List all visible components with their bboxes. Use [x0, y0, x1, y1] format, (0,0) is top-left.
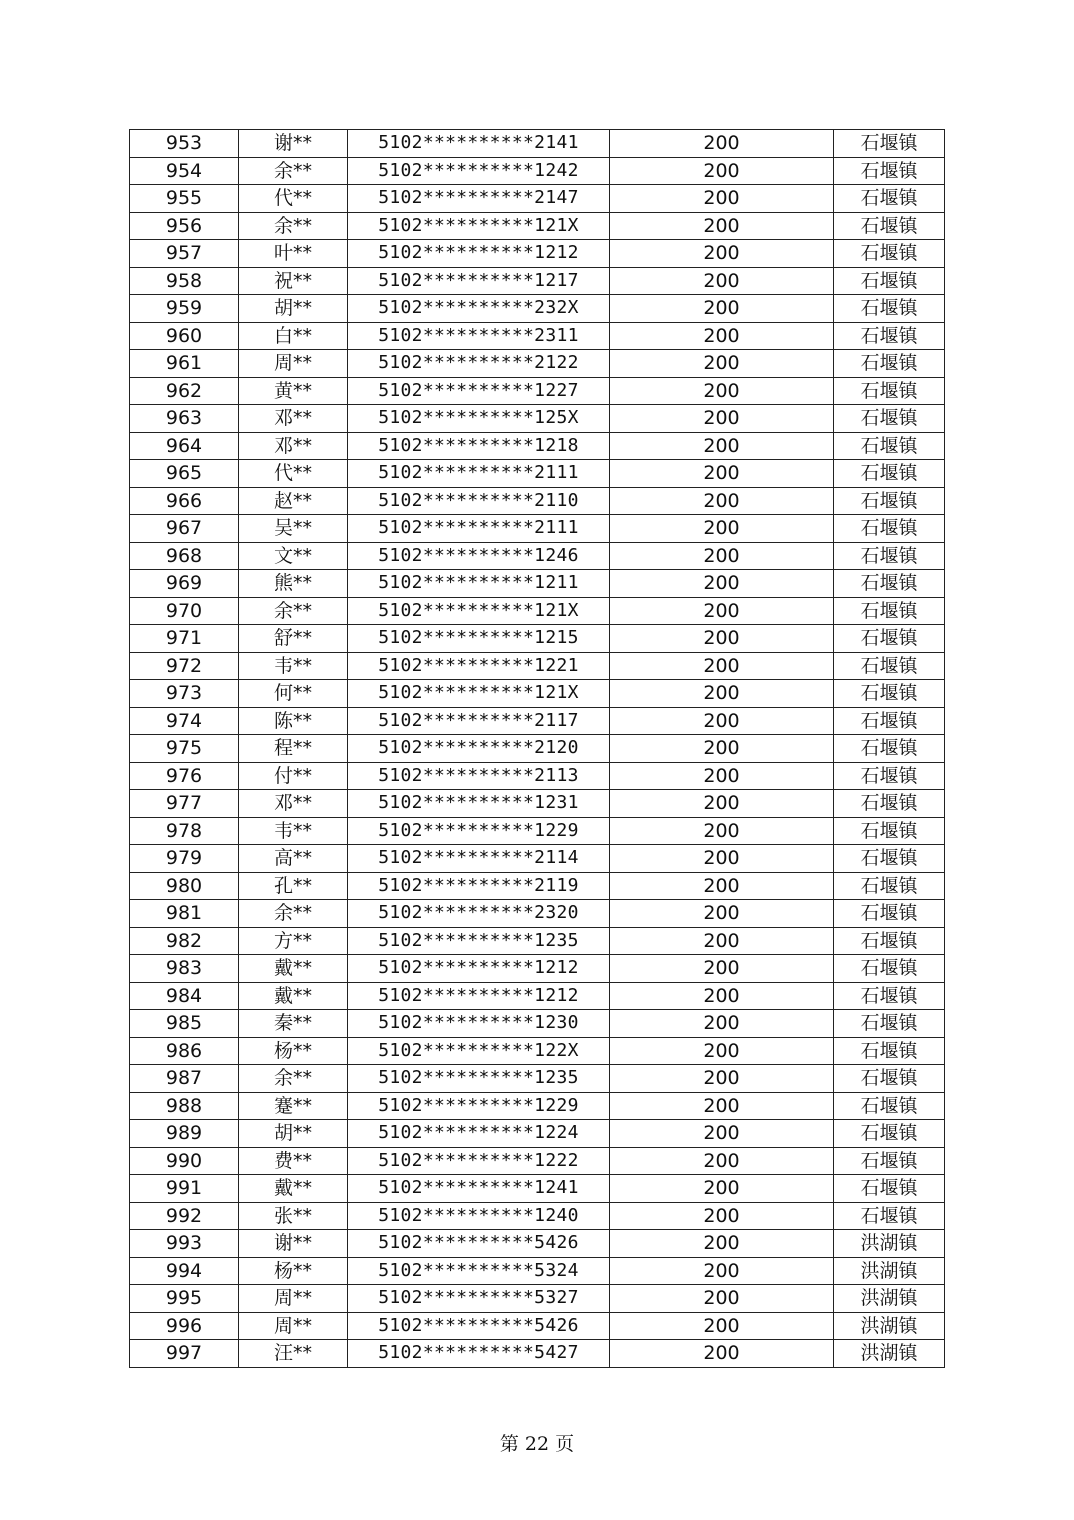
name-cell: 戴**	[239, 982, 348, 1010]
table-row	[130, 377, 945, 405]
serial-number-cell: 957	[130, 240, 239, 268]
amount-cell: 200	[610, 1175, 834, 1203]
id-number-cell: 5102**********2113	[348, 762, 610, 790]
amount-cell: 200	[610, 377, 834, 405]
serial-number-cell: 966	[130, 487, 239, 515]
serial-number-cell: 978	[130, 817, 239, 845]
table-row	[130, 1285, 945, 1313]
town-cell: 石堰镇	[834, 1120, 945, 1148]
serial-number-cell: 984	[130, 982, 239, 1010]
amount-cell: 200	[610, 295, 834, 323]
id-number-cell: 5102**********1212	[348, 955, 610, 983]
id-number-cell: 5102**********1215	[348, 625, 610, 653]
id-number-cell: 5102**********1222	[348, 1147, 610, 1175]
amount-cell: 200	[610, 625, 834, 653]
town-cell: 石堰镇	[834, 405, 945, 433]
name-cell: 舒**	[239, 625, 348, 653]
table-row	[130, 1120, 945, 1148]
amount-cell: 200	[610, 1312, 834, 1340]
id-number-cell: 5102**********1231	[348, 790, 610, 818]
table-row	[130, 1092, 945, 1120]
town-cell: 石堰镇	[834, 735, 945, 763]
amount-cell: 200	[610, 1147, 834, 1175]
serial-number-cell: 983	[130, 955, 239, 983]
amount-cell: 200	[610, 1010, 834, 1038]
amount-cell: 200	[610, 900, 834, 928]
table-row	[130, 487, 945, 515]
amount-cell: 200	[610, 845, 834, 873]
amount-cell: 200	[610, 597, 834, 625]
amount-cell: 200	[610, 1120, 834, 1148]
id-number-cell: 5102**********5426	[348, 1312, 610, 1340]
table-row	[130, 817, 945, 845]
id-number-cell: 5102**********1212	[348, 240, 610, 268]
table-row	[130, 350, 945, 378]
table-row	[130, 1065, 945, 1093]
town-cell: 石堰镇	[834, 1147, 945, 1175]
table-row	[130, 295, 945, 323]
town-cell: 石堰镇	[834, 130, 945, 158]
serial-number-cell: 987	[130, 1065, 239, 1093]
amount-cell: 200	[610, 1257, 834, 1285]
town-cell: 石堰镇	[834, 625, 945, 653]
id-number-cell: 5102**********1229	[348, 1092, 610, 1120]
town-cell: 石堰镇	[834, 377, 945, 405]
table-row	[130, 542, 945, 570]
table-row	[130, 515, 945, 543]
table-row	[130, 597, 945, 625]
id-number-cell: 5102**********1224	[348, 1120, 610, 1148]
amount-cell: 200	[610, 652, 834, 680]
amount-cell: 200	[610, 790, 834, 818]
town-cell: 石堰镇	[834, 652, 945, 680]
table-row	[130, 1312, 945, 1340]
name-cell: 付**	[239, 762, 348, 790]
serial-number-cell: 995	[130, 1285, 239, 1313]
name-cell: 韦**	[239, 652, 348, 680]
name-cell: 熊**	[239, 570, 348, 598]
name-cell: 余**	[239, 900, 348, 928]
table-row	[130, 707, 945, 735]
amount-cell: 200	[610, 515, 834, 543]
id-number-cell: 5102**********5324	[348, 1257, 610, 1285]
serial-number-cell: 962	[130, 377, 239, 405]
table-row	[130, 625, 945, 653]
serial-number-cell: 972	[130, 652, 239, 680]
town-cell: 石堰镇	[834, 1010, 945, 1038]
name-cell: 汪**	[239, 1340, 348, 1368]
town-cell: 石堰镇	[834, 570, 945, 598]
amount-cell: 200	[610, 350, 834, 378]
table-row	[130, 570, 945, 598]
serial-number-cell: 974	[130, 707, 239, 735]
table-row	[130, 1257, 945, 1285]
town-cell: 石堰镇	[834, 597, 945, 625]
table-row	[130, 460, 945, 488]
town-cell: 石堰镇	[834, 817, 945, 845]
serial-number-cell: 991	[130, 1175, 239, 1203]
serial-number-cell: 955	[130, 185, 239, 213]
name-cell: 祝**	[239, 267, 348, 295]
id-number-cell: 5102**********1218	[348, 432, 610, 460]
town-cell: 洪湖镇	[834, 1312, 945, 1340]
name-cell: 邓**	[239, 405, 348, 433]
serial-number-cell: 971	[130, 625, 239, 653]
amount-cell: 200	[610, 1340, 834, 1368]
amount-cell: 200	[610, 570, 834, 598]
table-row	[130, 185, 945, 213]
id-number-cell: 5102**********1227	[348, 377, 610, 405]
name-cell: 周**	[239, 1285, 348, 1313]
amount-cell: 200	[610, 1065, 834, 1093]
name-cell: 杨**	[239, 1037, 348, 1065]
table-row	[130, 1340, 945, 1368]
name-cell: 周**	[239, 1312, 348, 1340]
amount-cell: 200	[610, 927, 834, 955]
town-cell: 石堰镇	[834, 185, 945, 213]
name-cell: 谢**	[239, 130, 348, 158]
amount-cell: 200	[610, 542, 834, 570]
name-cell: 秦**	[239, 1010, 348, 1038]
roster-body	[130, 130, 945, 1368]
table-row	[130, 1010, 945, 1038]
id-number-cell: 5102**********1246	[348, 542, 610, 570]
serial-number-cell: 969	[130, 570, 239, 598]
town-cell: 石堰镇	[834, 487, 945, 515]
id-number-cell: 5102**********1235	[348, 1065, 610, 1093]
serial-number-cell: 967	[130, 515, 239, 543]
name-cell: 余**	[239, 157, 348, 185]
serial-number-cell: 986	[130, 1037, 239, 1065]
amount-cell: 200	[610, 1285, 834, 1313]
id-number-cell: 5102**********2320	[348, 900, 610, 928]
amount-cell: 200	[610, 872, 834, 900]
table-row	[130, 1147, 945, 1175]
amount-cell: 200	[610, 1037, 834, 1065]
id-number-cell: 5102**********2111	[348, 515, 610, 543]
amount-cell: 200	[610, 322, 834, 350]
id-number-cell: 5102**********2311	[348, 322, 610, 350]
name-cell: 黄**	[239, 377, 348, 405]
id-number-cell: 5102**********1240	[348, 1202, 610, 1230]
table-row	[130, 900, 945, 928]
name-cell: 方**	[239, 927, 348, 955]
id-number-cell: 5102**********5327	[348, 1285, 610, 1313]
table-row	[130, 735, 945, 763]
name-cell: 余**	[239, 212, 348, 240]
id-number-cell: 5102**********2141	[348, 130, 610, 158]
serial-number-cell: 981	[130, 900, 239, 928]
town-cell: 石堰镇	[834, 1092, 945, 1120]
table-row	[130, 212, 945, 240]
id-number-cell: 5102**********2114	[348, 845, 610, 873]
table-row	[130, 790, 945, 818]
town-cell: 石堰镇	[834, 295, 945, 323]
name-cell: 文**	[239, 542, 348, 570]
serial-number-cell: 953	[130, 130, 239, 158]
roster-table	[129, 129, 945, 1368]
serial-number-cell: 977	[130, 790, 239, 818]
table-row	[130, 955, 945, 983]
id-number-cell: 5102**********1241	[348, 1175, 610, 1203]
amount-cell: 200	[610, 157, 834, 185]
amount-cell: 200	[610, 735, 834, 763]
table-row	[130, 432, 945, 460]
name-cell: 韦**	[239, 817, 348, 845]
town-cell: 石堰镇	[834, 680, 945, 708]
table-row	[130, 982, 945, 1010]
table-row	[130, 762, 945, 790]
name-cell: 周**	[239, 350, 348, 378]
table-row	[130, 872, 945, 900]
table-row	[130, 1230, 945, 1258]
town-cell: 石堰镇	[834, 900, 945, 928]
id-number-cell: 5102**********2122	[348, 350, 610, 378]
table-row	[130, 845, 945, 873]
id-number-cell: 5102**********2111	[348, 460, 610, 488]
name-cell: 余**	[239, 597, 348, 625]
serial-number-cell: 990	[130, 1147, 239, 1175]
serial-number-cell: 954	[130, 157, 239, 185]
town-cell: 石堰镇	[834, 322, 945, 350]
id-number-cell: 5102**********1221	[348, 652, 610, 680]
id-number-cell: 5102**********121X	[348, 680, 610, 708]
name-cell: 白**	[239, 322, 348, 350]
name-cell: 戴**	[239, 955, 348, 983]
name-cell: 戴**	[239, 1175, 348, 1203]
name-cell: 蹇**	[239, 1092, 348, 1120]
name-cell: 高**	[239, 845, 348, 873]
table-row	[130, 1037, 945, 1065]
serial-number-cell: 964	[130, 432, 239, 460]
page-number: 第 22 页	[499, 1433, 575, 1455]
town-cell: 石堰镇	[834, 955, 945, 983]
amount-cell: 200	[610, 212, 834, 240]
name-cell: 吴**	[239, 515, 348, 543]
serial-number-cell: 996	[130, 1312, 239, 1340]
name-cell: 余**	[239, 1065, 348, 1093]
table-row	[130, 267, 945, 295]
town-cell: 洪湖镇	[834, 1340, 945, 1368]
amount-cell: 200	[610, 267, 834, 295]
name-cell: 邓**	[239, 790, 348, 818]
name-cell: 张**	[239, 1202, 348, 1230]
id-number-cell: 5102**********125X	[348, 405, 610, 433]
town-cell: 石堰镇	[834, 790, 945, 818]
serial-number-cell: 968	[130, 542, 239, 570]
name-cell: 何**	[239, 680, 348, 708]
town-cell: 石堰镇	[834, 240, 945, 268]
id-number-cell: 5102**********232X	[348, 295, 610, 323]
serial-number-cell: 975	[130, 735, 239, 763]
name-cell: 代**	[239, 185, 348, 213]
town-cell: 石堰镇	[834, 982, 945, 1010]
amount-cell: 200	[610, 432, 834, 460]
town-cell: 石堰镇	[834, 212, 945, 240]
town-cell: 石堰镇	[834, 927, 945, 955]
name-cell: 邓**	[239, 432, 348, 460]
table-row	[130, 157, 945, 185]
town-cell: 石堰镇	[834, 1175, 945, 1203]
amount-cell: 200	[610, 1202, 834, 1230]
table-row	[130, 927, 945, 955]
amount-cell: 200	[610, 405, 834, 433]
name-cell: 赵**	[239, 487, 348, 515]
name-cell: 陈**	[239, 707, 348, 735]
table-row	[130, 1175, 945, 1203]
amount-cell: 200	[610, 240, 834, 268]
town-cell: 洪湖镇	[834, 1230, 945, 1258]
id-number-cell: 5102**********121X	[348, 212, 610, 240]
id-number-cell: 5102**********2120	[348, 735, 610, 763]
table-row	[130, 130, 945, 158]
id-number-cell: 5102**********2110	[348, 487, 610, 515]
serial-number-cell: 988	[130, 1092, 239, 1120]
serial-number-cell: 958	[130, 267, 239, 295]
id-number-cell: 5102**********2117	[348, 707, 610, 735]
serial-number-cell: 959	[130, 295, 239, 323]
serial-number-cell: 992	[130, 1202, 239, 1230]
town-cell: 石堰镇	[834, 707, 945, 735]
town-cell: 洪湖镇	[834, 1257, 945, 1285]
id-number-cell: 5102**********2147	[348, 185, 610, 213]
town-cell: 石堰镇	[834, 845, 945, 873]
id-number-cell: 5102**********1217	[348, 267, 610, 295]
serial-number-cell: 963	[130, 405, 239, 433]
town-cell: 石堰镇	[834, 350, 945, 378]
id-number-cell: 5102**********1212	[348, 982, 610, 1010]
town-cell: 石堰镇	[834, 157, 945, 185]
town-cell: 石堰镇	[834, 267, 945, 295]
name-cell: 代**	[239, 460, 348, 488]
name-cell: 孔**	[239, 872, 348, 900]
serial-number-cell: 982	[130, 927, 239, 955]
amount-cell: 200	[610, 1092, 834, 1120]
amount-cell: 200	[610, 955, 834, 983]
id-number-cell: 5102**********5427	[348, 1340, 610, 1368]
id-number-cell: 5102**********5426	[348, 1230, 610, 1258]
serial-number-cell: 973	[130, 680, 239, 708]
town-cell: 石堰镇	[834, 1202, 945, 1230]
amount-cell: 200	[610, 707, 834, 735]
serial-number-cell: 956	[130, 212, 239, 240]
serial-number-cell: 985	[130, 1010, 239, 1038]
amount-cell: 200	[610, 487, 834, 515]
town-cell: 石堰镇	[834, 1065, 945, 1093]
amount-cell: 200	[610, 762, 834, 790]
serial-number-cell: 997	[130, 1340, 239, 1368]
table-row	[130, 240, 945, 268]
serial-number-cell: 960	[130, 322, 239, 350]
serial-number-cell: 965	[130, 460, 239, 488]
amount-cell: 200	[610, 1230, 834, 1258]
serial-number-cell: 994	[130, 1257, 239, 1285]
amount-cell: 200	[610, 185, 834, 213]
town-cell: 石堰镇	[834, 872, 945, 900]
name-cell: 杨**	[239, 1257, 348, 1285]
town-cell: 石堰镇	[834, 542, 945, 570]
name-cell: 叶**	[239, 240, 348, 268]
town-cell: 石堰镇	[834, 515, 945, 543]
amount-cell: 200	[610, 982, 834, 1010]
id-number-cell: 5102**********121X	[348, 597, 610, 625]
name-cell: 胡**	[239, 295, 348, 323]
name-cell: 费**	[239, 1147, 348, 1175]
town-cell: 石堰镇	[834, 432, 945, 460]
id-number-cell: 5102**********122X	[348, 1037, 610, 1065]
id-number-cell: 5102**********1229	[348, 817, 610, 845]
id-number-cell: 5102**********1211	[348, 570, 610, 598]
serial-number-cell: 979	[130, 845, 239, 873]
serial-number-cell: 993	[130, 1230, 239, 1258]
name-cell: 胡**	[239, 1120, 348, 1148]
town-cell: 洪湖镇	[834, 1285, 945, 1313]
town-cell: 石堰镇	[834, 762, 945, 790]
table-row	[130, 1202, 945, 1230]
amount-cell: 200	[610, 817, 834, 845]
serial-number-cell: 970	[130, 597, 239, 625]
id-number-cell: 5102**********1242	[348, 157, 610, 185]
table-row	[130, 680, 945, 708]
serial-number-cell: 989	[130, 1120, 239, 1148]
id-number-cell: 5102**********1235	[348, 927, 610, 955]
table-row	[130, 405, 945, 433]
town-cell: 石堰镇	[834, 460, 945, 488]
amount-cell: 200	[610, 460, 834, 488]
amount-cell: 200	[610, 680, 834, 708]
amount-cell: 200	[610, 130, 834, 158]
table-row	[130, 652, 945, 680]
id-number-cell: 5102**********1230	[348, 1010, 610, 1038]
serial-number-cell: 961	[130, 350, 239, 378]
id-number-cell: 5102**********2119	[348, 872, 610, 900]
serial-number-cell: 976	[130, 762, 239, 790]
serial-number-cell: 980	[130, 872, 239, 900]
name-cell: 程**	[239, 735, 348, 763]
name-cell: 谢**	[239, 1230, 348, 1258]
town-cell: 石堰镇	[834, 1037, 945, 1065]
table-row	[130, 322, 945, 350]
